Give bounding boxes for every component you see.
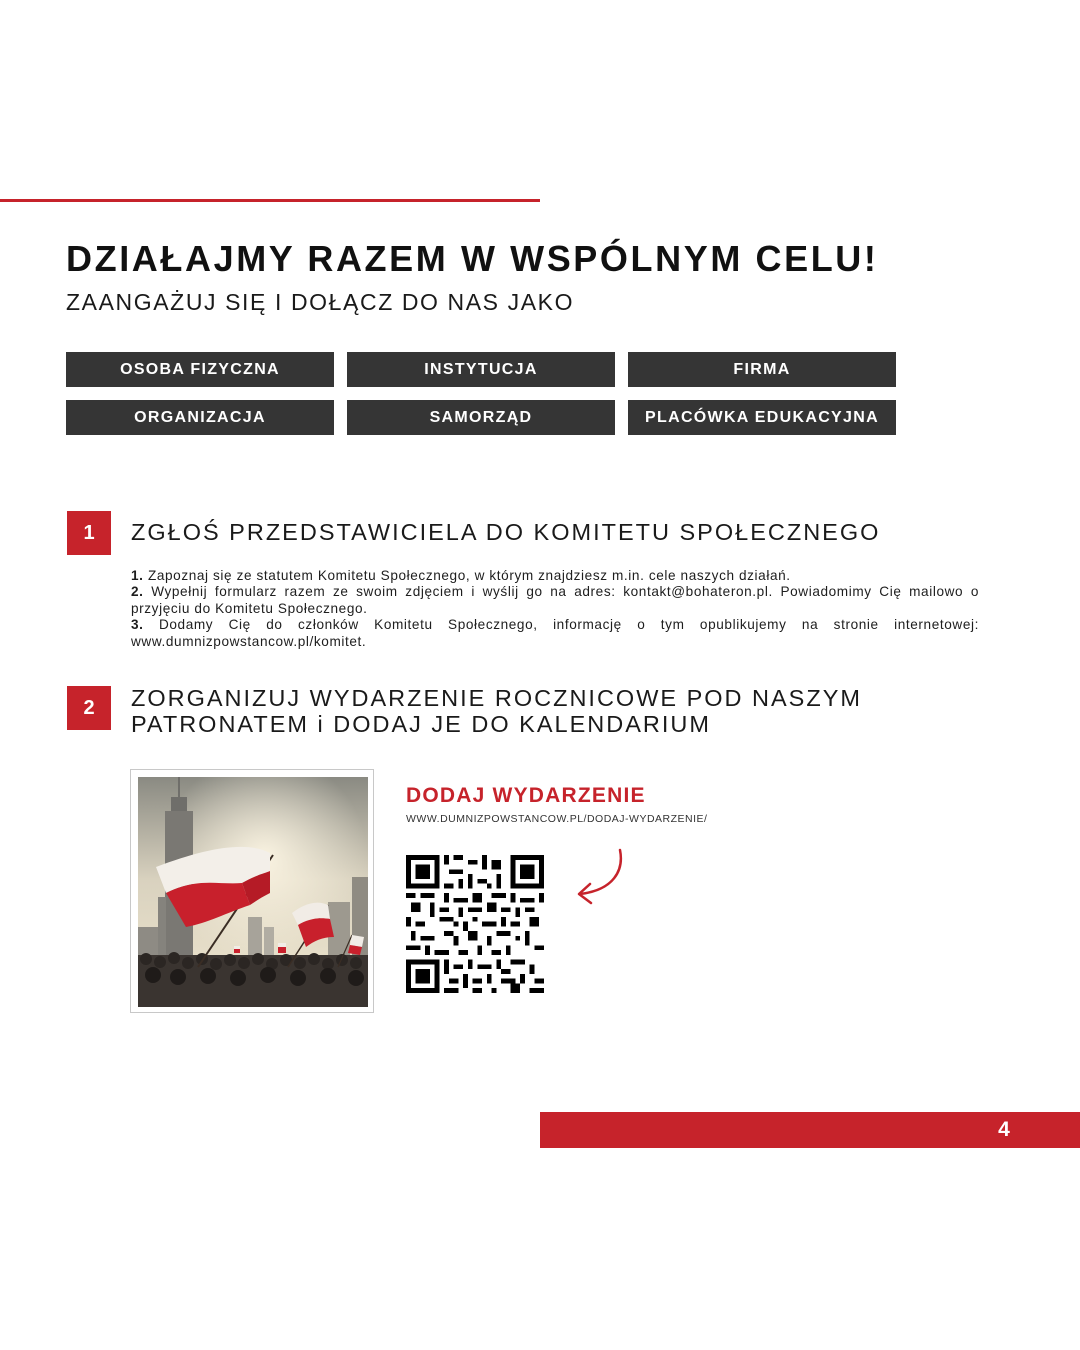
step-2-number: 2 xyxy=(67,686,111,730)
add-event-link[interactable]: WWW.DUMNIZPOWSTANCOW.PL/DODAJ-WYDARZENIE/ xyxy=(406,813,708,825)
role-button-instytucja[interactable]: INSTYTUCJA xyxy=(347,352,615,387)
event-photo xyxy=(130,769,374,1013)
step-1-title-text: ZGŁOŚ PRZEDSTAWICIELA DO KOMITETU SPOŁECZNEGO xyxy=(131,519,881,545)
add-event-title[interactable]: DODAJ WYDARZENIE xyxy=(406,784,646,807)
instruction-number: 2. xyxy=(131,584,144,600)
role-button-placowka-edukacyjna[interactable]: PLACÓWKA EDUKACYJNA xyxy=(628,400,896,435)
qr-code-icon[interactable] xyxy=(406,855,544,993)
step-1-instructions xyxy=(131,568,979,650)
instruction-item xyxy=(131,568,979,584)
role-button-firma[interactable]: FIRMA xyxy=(628,352,896,387)
crowd-with-flags-illustration xyxy=(138,777,368,1007)
step-2-title-line-1: ZORGANIZUJ WYDARZENIE ROCZNICOWE POD NASZYM xyxy=(131,685,862,711)
page-title: DZIAŁAJMY RAZEM W WSPÓLNYM CELU! xyxy=(66,238,879,279)
step-2-title-line-2: PATRONATEM i DODAJ JE DO KALENDARIUM xyxy=(131,711,711,737)
instruction-item xyxy=(131,584,979,617)
role-button-organizacja[interactable]: ORGANIZACJA xyxy=(66,400,334,435)
instruction-number: 1. xyxy=(131,568,144,583)
instruction-text: Zapoznaj się ze statutem Komitetu Społecznego, w którym znajdziesz m.in. cele naszych działań. xyxy=(147,568,791,583)
role-button-osoba-fizyczna[interactable]: OSOBA FIZYCZNA xyxy=(66,352,334,387)
step-1-number: 1 xyxy=(67,511,111,555)
instruction-item xyxy=(131,617,979,650)
page-number: 4 xyxy=(998,1118,1010,1141)
instruction-number: 3. xyxy=(131,617,144,633)
step-1-title xyxy=(131,519,880,545)
top-divider xyxy=(0,199,540,202)
instruction-text: Wypełnij formularz razem ze swoim zdjęciem i wyślij go na adres: kontakt@bohateron.pl. Powiadomimy Cię mailowo o przyjęciu do Komitetu Społecznego. xyxy=(131,584,979,616)
instruction-text: Dodamy Cię do członków Komitetu Społecznego, informację o tym opublikujemy na stronie internetowej: www.dumnizpowstancow.pl/komitet. xyxy=(131,617,979,649)
arrow-icon xyxy=(574,846,630,908)
page-subtitle: ZAANGAŻUJ SIĘ I DOŁĄCZ DO NAS JAKO xyxy=(66,289,575,315)
step-2-title xyxy=(131,685,862,737)
role-button-samorzad[interactable]: SAMORZĄD xyxy=(347,400,615,435)
